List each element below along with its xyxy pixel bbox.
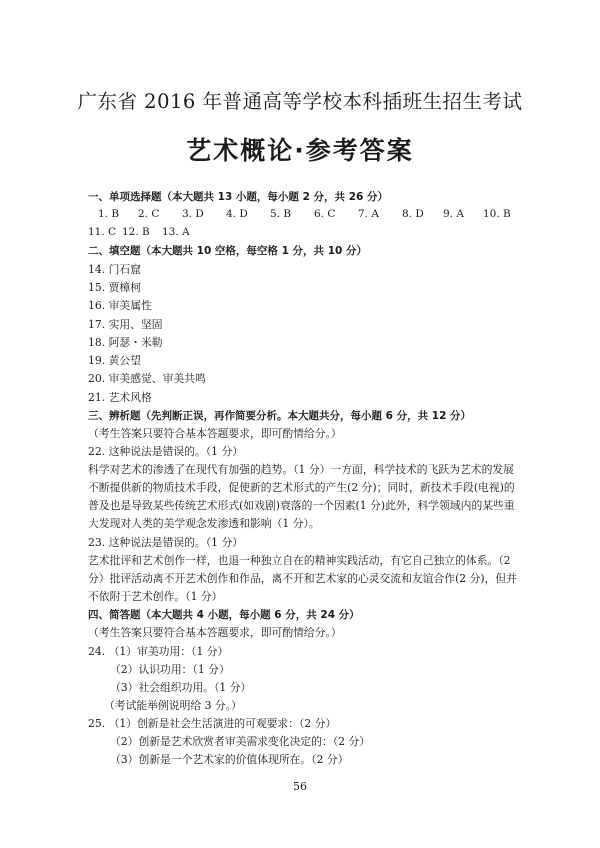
fill-blank-item: 17. 实用、坚固	[88, 318, 163, 331]
mc-answer: 6. C	[314, 208, 336, 220]
fill-blank-item: 15. 贾樟柯	[88, 281, 141, 294]
q24-note: （考试能举例说明给 3 分。）	[104, 699, 242, 712]
mc-answer: 12. B	[122, 226, 150, 238]
mc-answer: 11. C	[88, 226, 117, 238]
q22-paragraph-line: 大发现对人类的美学观念发渗透和影响（1 分）。	[88, 517, 320, 530]
mc-answer: 4. D	[226, 208, 248, 220]
mc-answer: 8. D	[402, 208, 424, 220]
q25-line: （3）创新是一个艺术家的价值体现所在。（2 分）	[110, 753, 349, 766]
q24-line: （2）认识功用：（1 分）	[110, 663, 230, 676]
mc-answer: 9. A	[443, 208, 464, 220]
q24-line: 24. （1）审美功用：（1 分）	[88, 645, 229, 658]
fill-blank-item: 20. 审美感觉、审美共鸣	[88, 372, 206, 385]
mc-answer: 3. D	[182, 208, 204, 220]
q22-paragraph-line: 科学对艺术的渗透了在现代有加强的趋势。（1 分）一方面，科学技术的飞跃为艺术的发展	[88, 463, 514, 476]
mc-answer-row-1	[88, 208, 511, 222]
mc-answer: 1. B	[98, 208, 120, 220]
section-heading-fill-blank: 二、填空题（本大题共 10 空格，每空格 1 分，共 10 分）	[88, 245, 367, 257]
fill-blank-item: 14. 门石窟	[88, 263, 141, 276]
q25-line: （2）创新是艺术欣赏者审美需求变化决定的：（2 分）	[110, 735, 371, 748]
fill-blank-item: 21. 艺术风格	[88, 391, 152, 404]
mc-answer: 10. B	[483, 208, 511, 220]
fill-blank-item: 16. 审美属性	[88, 299, 152, 312]
q25-line: 25. （1）创新是社会生活演进的可观要求：（2 分）	[88, 717, 337, 730]
q23-paragraph-line: 艺术批评和艺术创作一样，也退一种独立自在的精神实践活动，有它自己独立的体系。（2	[88, 554, 511, 567]
q22-paragraph-line: 普及也是导致某些传统艺术形式(如戏剧)衰落的一个因素(1 分)此外，科学领域内的某些重	[88, 499, 515, 512]
q23-paragraph-line: 不依附于艺术创作。（1 分）	[88, 590, 223, 603]
fill-blank-item: 19. 黄公望	[88, 354, 141, 367]
q23-paragraph-line: 分）批评活动离不开艺术创作和作品，离不开和艺术家的心灵交流和友谊合作(2 分)，但并	[88, 572, 518, 585]
page-title: 广东省 2016 年普通高等学校本科插班生招生考试	[77, 90, 523, 113]
page-subtitle: 艺术概论·参考答案	[186, 136, 414, 165]
grading-note: （考生答案只要符合基本答题要求，即可酌情给分。）	[88, 427, 342, 440]
section-heading-short-answer: 四、简答题（本大题共 4 小题，每小题 6 分，共 24 分）	[88, 609, 360, 621]
mc-answer: 5. B	[270, 208, 292, 220]
mc-answer: 7. A	[358, 208, 379, 220]
mc-answer-row-2	[88, 226, 508, 240]
grading-note: （考生答案只要符合基本答题要求，即可酌情给分。）	[88, 626, 342, 639]
mc-answer: 13. A	[162, 226, 190, 238]
mc-answer: 2. C	[138, 208, 160, 220]
section-heading-analysis: 三、辨析题（先判断正误，再作简要分析。本大题共分，每小题 6 分，共 12 分）	[88, 410, 472, 422]
q22-judgement: 22. 这种说法是错误的。（1 分）	[88, 445, 244, 458]
q22-paragraph-line: 不断提供新的物质技术手段，促使新的艺术形式的产生(2 分)；同时，新技术手段(电视)的	[88, 481, 515, 494]
q24-line: （3）社会组织功用。（1 分）	[110, 681, 252, 694]
section-heading-single-choice: 一、单项选择题（本大题共 13 小题，每小题 2 分，共 26 分）	[88, 191, 388, 203]
fill-blank-item: 18. 阿瑟・米勒	[88, 336, 163, 349]
q23-judgement: 23. 这种说法是错误的。（1 分）	[88, 536, 244, 549]
page-number: 56	[293, 780, 307, 793]
